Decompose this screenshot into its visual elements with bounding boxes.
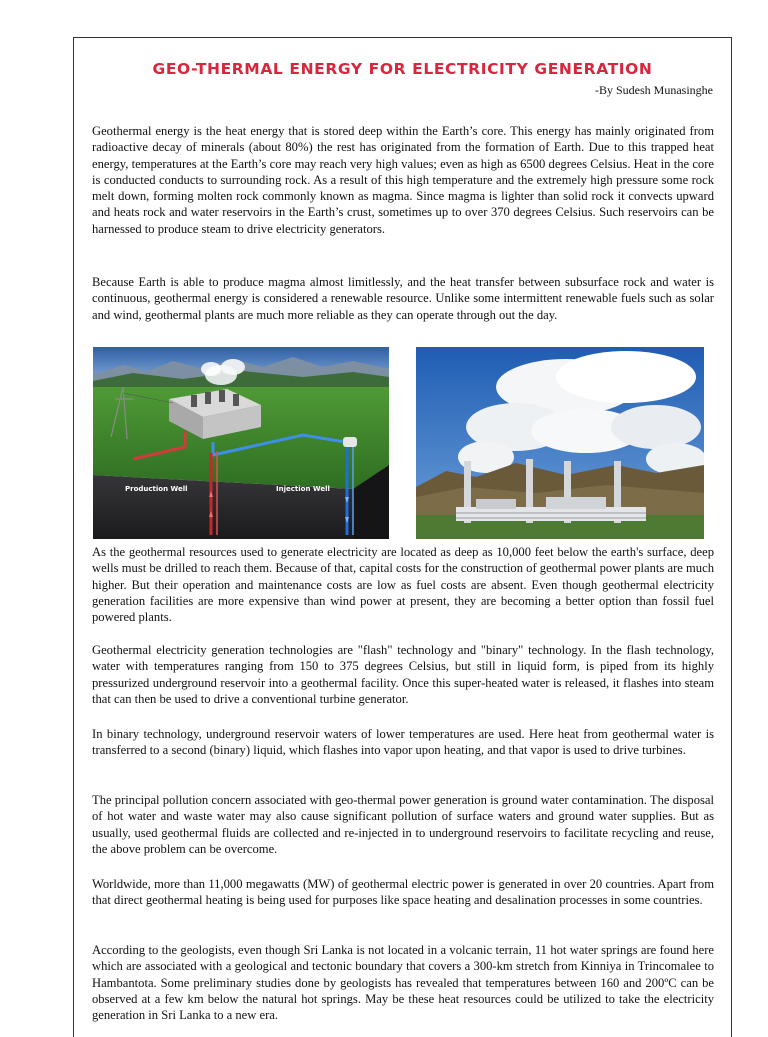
paragraph-2: Because Earth is able to produce magma almost limitlessly, and the heat transfer between subsurface rock and water is continuous, geothermal energy is considered a renewable resource. Unlike some intermittent renewable fuels such as solar and wind, geothermal plants are much more reliable as they can operate through out the day. [92,275,714,322]
paragraph-6: The principal pollution concern associated with geo-thermal power generation is ground water contamination. The disposal of hot water and waste water may also cause significant pollution of surface waters and ground water supplies. But as usually, used geothermal fluids are collected and re-injected in to underground reservoirs to facilitate recycling and reuse, the above problem can be overcome. [92,793,714,856]
article-byline: -By Sudesh Munasinghe [595,83,713,97]
paragraph-1: Geothermal energy is the heat energy that is stored deep within the Earth’s core. This energy has mainly originated from radioactive decay of minerals (about 80%) the rest has originated from the formation of Earth. Due to this trapped heat energy, temperatures at the Earth’s core may reach very high values; even as high as 6500 degrees Celsius. Heat in the core is conducted conducts to surrounding rock. As a result of this high temperature and the extremely high pressure some rock melt down, forming molten rock commonly known as magma. Since magma is lighter than solid rock it convects upward and heats rock and water reservoirs in the Earth’s crust, sometimes up to over 370 degrees Celsius. Such reservoirs can be harnessed to produce steam to drive electricity generators. [92,124,714,236]
paragraph-3: As the geothermal resources used to generate electricity are located as deep as 10,000 feet below the earth's surface, deep wells must be drilled to reach them. Because of that, capital costs for the construction of geothermal power plants are much higher. But their operation and maintenance costs are low as fuel costs are absent. Even though geothermal electricity generation facilities are more expensive than wind power at present, they are becoming a better option than fossil fuel powered plants. [92,545,714,625]
geothermal-plant-photo [416,347,704,539]
geothermal-plant-diagram [93,347,389,539]
paragraph-4: Geothermal electricity generation technologies are "flash" technology and "binary" technology. In the flash technology, water with temperatures ranging from 150 to 375 degrees Celsius, but still in liquid form, is piped from its highly pressurized underground reservoir into a geothermal facility. Once this super-heated water is released, it flashes into steam that can then be used to drive a conventional turbine generator. [92,643,714,706]
paragraph-8: According to the geologists, even though Sri Lanka is not located in a volcanic terrain, 11 hot water springs are found here which are associated with a geological and tectonic boundary that covers a 300-km stretch from Kinniya in Trincomalee to Hambantota. Some preliminary studies done by geologists has revealed that temperatures between 160 and 200ºC can be observed at a few km below the natural hot springs. May be these heat resources could be utilized to take the electricity generation in Sri Lanka to a new era. [92,943,714,1023]
paragraph-7: Worldwide, more than 11,000 megawatts (MW) of geothermal electric power is generated in over 20 countries. Apart from that direct geothermal heating is being used for purposes like space heating and desalination processes in some countries. [92,877,714,908]
production-well-label: Production Well [125,485,188,493]
paragraph-5: In binary technology, underground reservoir waters of lower temperatures are used. Here heat from geothermal water is transferred to a second (binary) liquid, which flashes into vapor upon heating, and that vapor is used to drive turbines. [92,727,714,758]
injection-well-label: Injection Well [276,485,330,493]
document-page [73,37,732,1037]
article-title: GEO-THERMAL ENERGY FOR ELECTRICITY GENERATION [152,60,653,78]
